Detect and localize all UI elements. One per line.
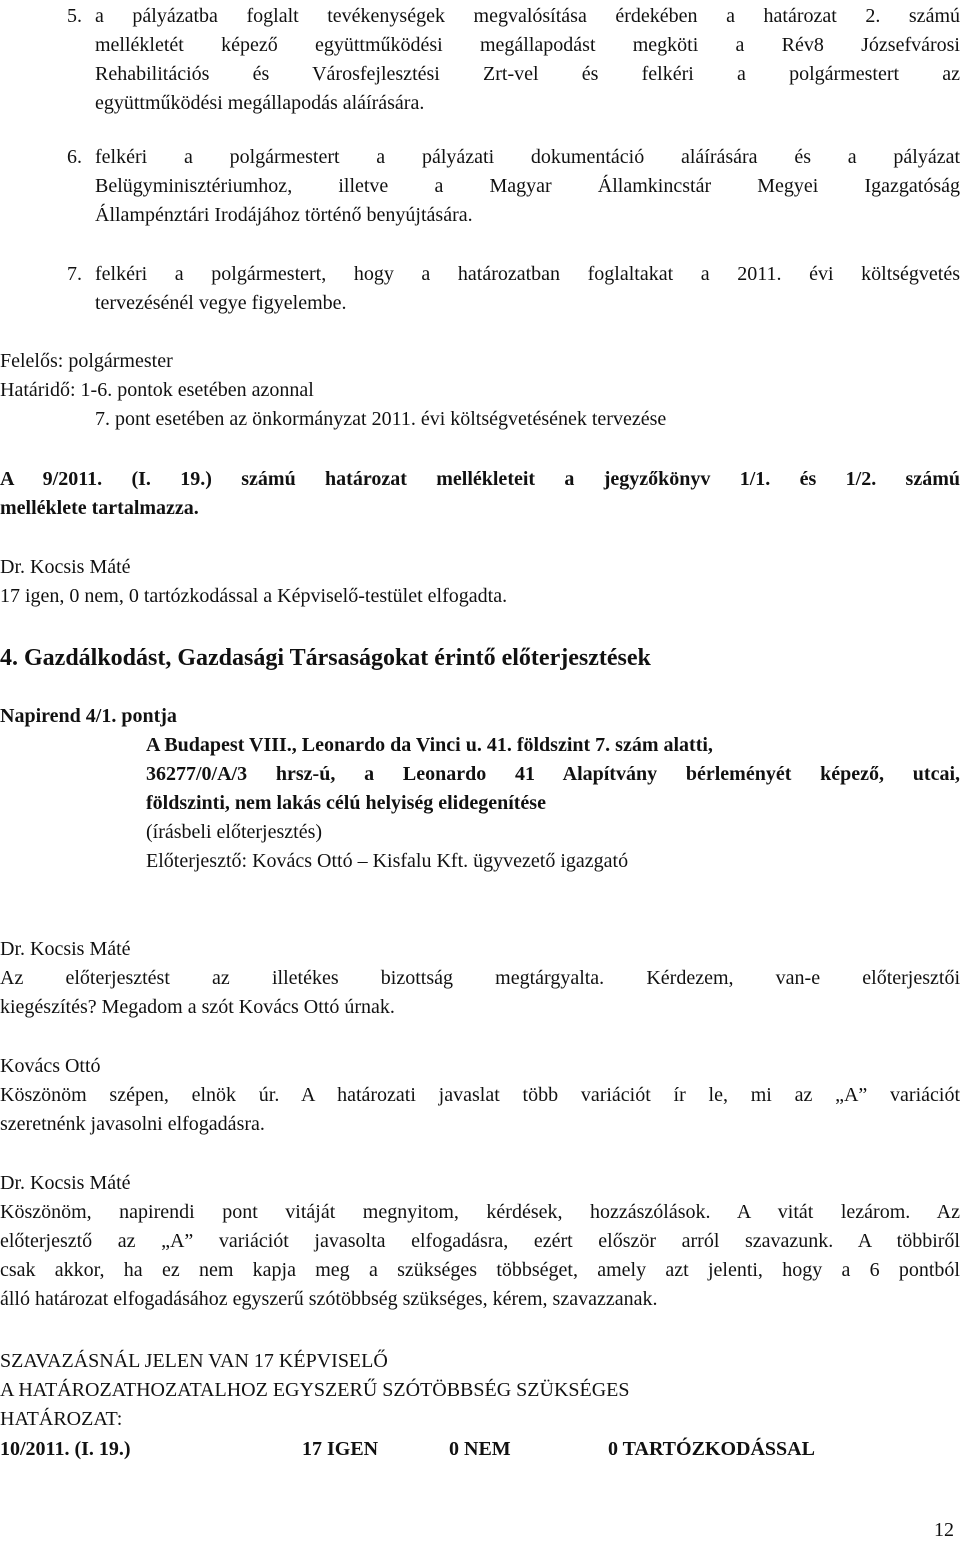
speech-line: kiegészítés? Megadom a szót Kovács Ottó úrnak. [0, 996, 395, 1018]
item-6-line-3: Állampénztári Irodájához történő benyújtására. [95, 204, 473, 226]
item-7-line-1: felkéri a polgármestert, hogy a határozatban foglaltakat a 2011. évi költségvetés [95, 263, 960, 285]
speaker-name: Dr. Kocsis Máté [0, 556, 131, 578]
item-5-line-1: a pályázatba foglalt tevékenységek megvalósítása érdekében a határozat 2. számú [95, 5, 960, 27]
item-6-line-2: Belügyminisztériumhoz, illetve a Magyar Államkincstár Megyei Igazgatóság [95, 175, 960, 197]
deadline-line-2: 7. pont esetében az önkormányzat 2011. évi költségvetésének tervezése [95, 408, 667, 430]
speaker-name: Dr. Kocsis Máté [0, 1172, 131, 1194]
page-number: 12 [934, 1519, 954, 1541]
speaker-name: Kovács Ottó [0, 1055, 101, 1077]
item-7-number: 7. [67, 263, 82, 285]
item-5-line-3: Rehabilitációs és Városfejlesztési Zrt-vel és felkéri a polgármestert az [95, 63, 960, 85]
speech-line: Az előterjesztést az illetékes bizottság megtárgyalta. Kérdezem, van-e előterjesztői [0, 967, 960, 989]
annex-note-line-2: melléklete tartalmazza. [0, 497, 199, 519]
voting-majority: A HATÁROZATHOZATALHOZ EGYSZERŰ SZÓTÖBBSÉG SZÜKSÉGES [0, 1379, 630, 1401]
speaker-name: Dr. Kocsis Máté [0, 938, 131, 960]
resolution-label: HATÁROZAT: [0, 1408, 123, 1430]
speech-line: álló határozat elfogadásához egyszerű szótöbbség szükséges, kérem, szavazzanak. [0, 1288, 658, 1310]
vote-abstain: 0 TARTÓZKODÁSSAL [608, 1438, 815, 1460]
agenda-point: Napirend 4/1. pontja [0, 705, 177, 727]
agenda-title-line-3: földszinti, nem lakás célú helyiség elidegenítése [146, 792, 546, 814]
speech-line: előterjesztő az „A” variációt javasolta elfogadásra, ezért először arról szavazunk. A többiről [0, 1230, 960, 1252]
voting-present: SZAVAZÁSNÁL JELEN VAN 17 KÉPVISELŐ [0, 1350, 388, 1372]
vote-yes: 17 IGEN [302, 1438, 379, 1460]
deadline-line-1: Határidő: 1-6. pontok esetében azonnal [0, 379, 314, 401]
item-6-number: 6. [67, 146, 82, 168]
vote-result: 17 igen, 0 nem, 0 tartózkodással a Képviselő-testület elfogadta. [0, 585, 508, 607]
vote-no: 0 NEM [449, 1438, 511, 1460]
item-5-number: 5. [67, 5, 82, 27]
speech-line: Köszönöm szépen, elnök úr. A határozati javaslat több variációt ír le, mi az „A” variációt [0, 1084, 960, 1106]
agenda-title-line-1: A Budapest VIII., Leonardo da Vinci u. 41. földszint 7. szám alatti, [146, 734, 713, 756]
section-title: 4. Gazdálkodást, Gazdasági Társaságokat érintő előterjesztések [0, 645, 651, 671]
speech-line: szeretnénk javasolni elfogadásra. [0, 1113, 265, 1135]
speech-line: csak akkor, ha ez nem kapja meg a szükséges többséget, amely azt jelenti, hogy a 6 pontból [0, 1259, 960, 1281]
agenda-title-line-2: 36277/0/A/3 hrsz-ú, a Leonardo 41 Alapítvány bérleményét képező, utcai, [146, 763, 960, 785]
speech-line: Köszönöm, napirendi pont vitáját megnyitom, kérdések, hozzászólások. A vitát lezárom. Az [0, 1201, 960, 1223]
resolution-number: 10/2011. (I. 19.) [0, 1438, 131, 1460]
item-7-line-2: tervezésénél vegye figyelembe. [95, 292, 347, 314]
responsible-line: Felelős: polgármester [0, 350, 173, 372]
agenda-presenter: Előterjesztő: Kovács Ottó – Kisfalu Kft. ügyvezető igazgató [146, 850, 629, 872]
resolution-vote-row [0, 1437, 960, 1463]
annex-note-line-1: A 9/2011. (I. 19.) számú határozat mellékleteit a jegyzőkönyv 1/1. és 1/2. számú [0, 468, 960, 490]
item-6-line-1: felkéri a polgármestert a pályázati dokumentáció aláírására és a pályázat [95, 146, 960, 168]
item-5-line-4: együttműködési megállapodás aláírására. [95, 92, 425, 114]
item-5-line-2: mellékletét képező együttműködési megállapodást megköti a Rév8 Józsefvárosi [95, 34, 960, 56]
agenda-type: (írásbeli előterjesztés) [146, 821, 323, 843]
